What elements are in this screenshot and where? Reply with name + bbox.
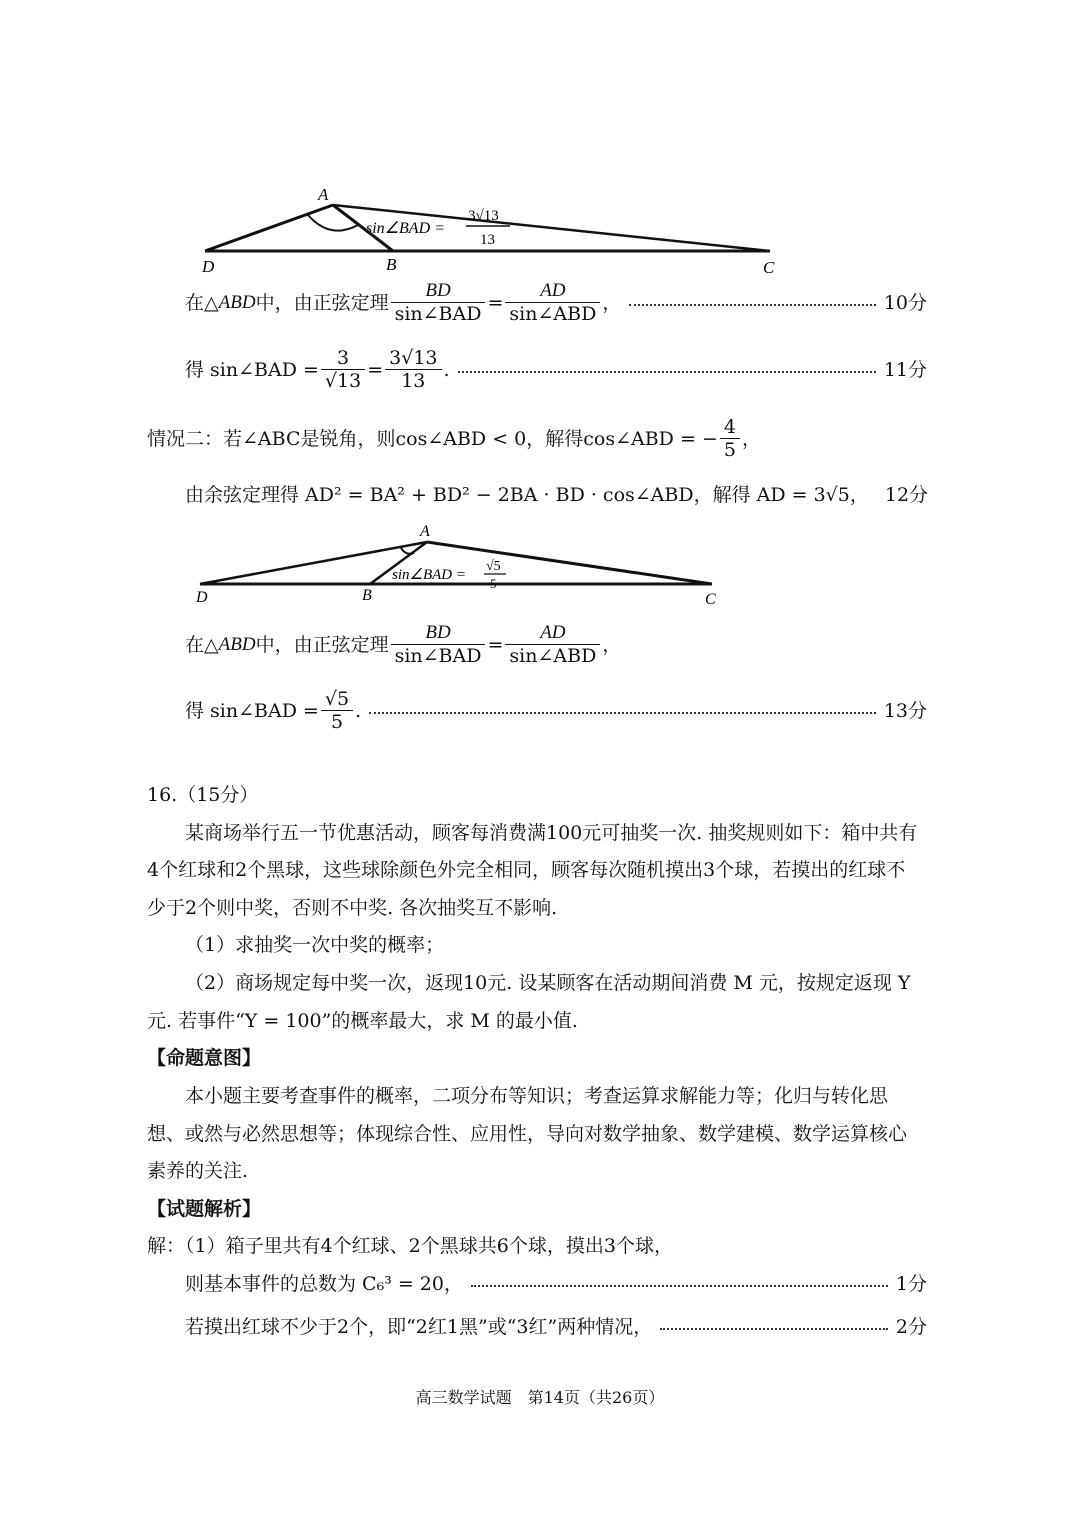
leader-dots: [660, 1328, 888, 1330]
question-16-sub2: （2）商场规定每中奖一次，返现10元. 设某顾客在活动期间消费 M 元，按规定返现 Y: [185, 972, 911, 994]
fraction: $\frac{4}{5}$: [720, 416, 740, 461]
sine-law-line-1: 在△ ABD 中，由正弦定理 $\frac{BD}{\text{sin∠BAD}}$ = $\frac{AD}{\text{sin∠ABD}}$ ， 10分: [185, 280, 927, 325]
triangle-figure-2: [190, 520, 730, 610]
label-a: A: [420, 523, 430, 540]
fraction: $\frac{AD}{\text{sin∠ABD}}$: [505, 622, 600, 667]
result-line-2: 得 sin∠BAD = $\frac{√5}{5}$ . 13分: [185, 688, 927, 733]
label-d: D: [202, 257, 215, 276]
result-line-1: 得 sin∠BAD = $\frac{3}{√13}$ = $\frac{3√13}{13}$ . 11分: [185, 347, 927, 392]
question-16-paragraph: 某商场举行五一节优惠活动，顾客每消费满100元可抽奖一次. 抽奖规则如下：箱中共有: [185, 822, 918, 844]
question-16-paragraph: 少于2个则中奖，否则不中奖. 各次抽奖互不影响.: [147, 897, 558, 919]
intent-paragraph: 本小题主要考查事件的概率，二项分布等知识；考查运算求解能力等；化归与转化思: [185, 1085, 889, 1107]
annotation-num: 3√13: [468, 208, 499, 224]
fraction: $\frac{3√13}{13}$: [385, 347, 441, 392]
cosine-law-line: 由余弦定理得 AD² = BA² + BD² − 2BA · BD · cos∠ABD，解得 AD = 3√5， 12分: [185, 484, 929, 506]
fraction: $\frac{BD}{\text{sin∠BAD}}$: [391, 280, 486, 325]
intent-title: 【命题意图】: [147, 1047, 262, 1069]
leader-dots: [471, 1285, 888, 1287]
intent-paragraph: 想、或然与必然思想等；体现综合性、应用性，导向对数学抽象、数学建模、数学运算核心: [147, 1123, 908, 1145]
label-c: C: [763, 258, 775, 277]
intent-paragraph: 素养的关注.: [147, 1160, 249, 1182]
leader-dots: [458, 371, 876, 373]
score-label: 13分: [883, 699, 927, 722]
label-a: A: [318, 185, 329, 204]
annotation-den: 5: [490, 576, 497, 591]
score-label: 10分: [883, 291, 927, 314]
leader-dots: [369, 712, 876, 714]
fraction: $\frac{AD}{\text{sin∠ABD}}$: [505, 280, 600, 325]
annotation-prefix: sin∠BAD =: [392, 567, 466, 583]
label-b: B: [386, 255, 397, 274]
question-16-paragraph: 4个红球和2个黑球，这些球除颜色外完全相同，顾客每次随机摸出3个球，若摸出的红球不: [147, 859, 906, 881]
question-16-sub1: （1）求抽奖一次中奖的概率；: [185, 934, 445, 956]
leader-dots: [629, 304, 875, 306]
annotation-den: 13: [480, 232, 495, 248]
question-16-header: 16.（15分）: [147, 784, 259, 806]
score-label: 1分: [895, 1273, 927, 1295]
label-d: D: [196, 589, 208, 606]
annotation-num: √5: [486, 559, 501, 574]
triangle-figure-1: [190, 180, 790, 280]
analysis-line: 解：（1）箱子里共有4个红球、2个黑球共6个球，摸出3个球，: [147, 1235, 673, 1257]
score-label: 12分: [884, 484, 929, 506]
analysis-line-scored: 则基本事件的总数为 C₆³ = 20， 1分: [185, 1273, 927, 1295]
annotation-prefix: sin∠BAD =: [366, 220, 445, 237]
score-label: 2分: [895, 1316, 927, 1338]
label-c: C: [705, 591, 716, 608]
fraction: $\frac{√5}{5}$: [321, 688, 353, 733]
fraction: $\frac{3}{√13}$: [321, 347, 365, 392]
score-label: 11分: [883, 358, 927, 381]
fraction: $\frac{BD}{\text{sin∠BAD}}$: [391, 622, 486, 667]
case-two-line: 情况二：若∠ABC是锐角，则cos∠ABD < 0，解得cos∠ABD = − $\frac{4}{5}$ ，: [147, 416, 761, 461]
question-16-sub2: 元. 若事件“Y = 100”的概率最大，求 M 的最小值.: [147, 1010, 578, 1032]
sine-law-line-2: 在△ ABD 中，由正弦定理 $\frac{BD}{\text{sin∠BAD}}$ = $\frac{AD}{\text{sin∠ABD}}$ ，: [185, 622, 622, 667]
analysis-title: 【试题解析】: [147, 1198, 262, 1220]
label-b: B: [362, 587, 372, 604]
analysis-line-scored: 若摸出红球不少于2个，即“2红1黑”或“3红”两种情况， 2分: [185, 1316, 927, 1338]
page-footer: 高三数学试题 第14页（共26页）: [415, 1388, 665, 1407]
